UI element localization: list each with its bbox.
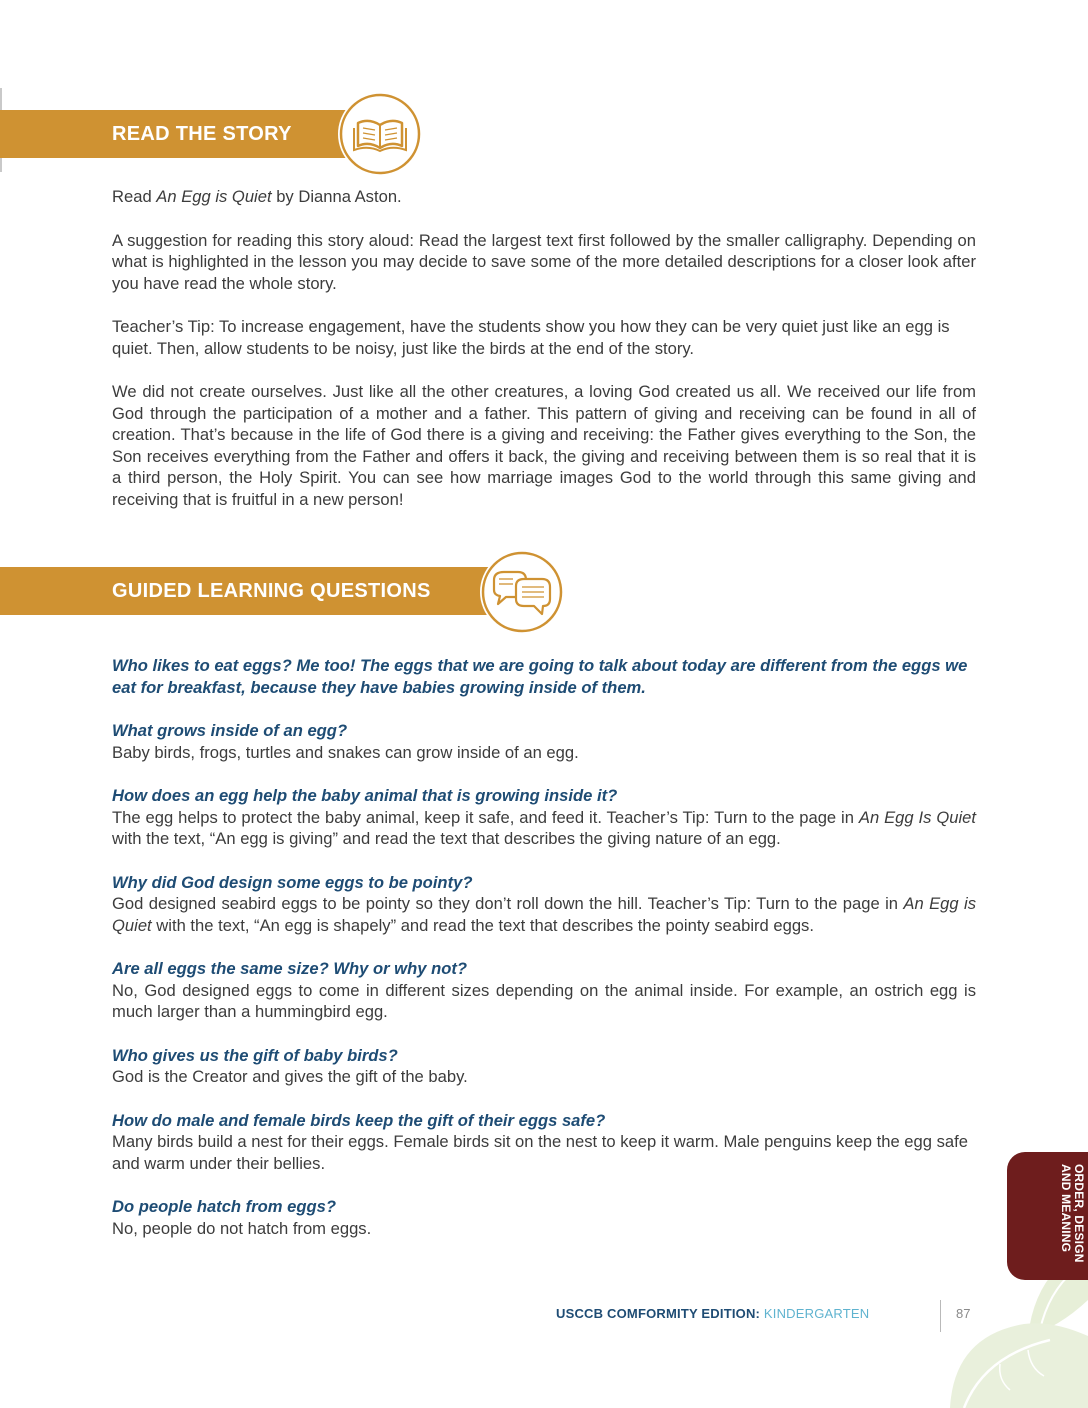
read-instruction-prefix: Read: [112, 187, 157, 206]
open-book-icon: [338, 92, 422, 176]
guided-questions-list: [112, 655, 976, 1261]
reading-suggestion: A suggestion for reading this story aloud: Read the largest text first followed by the smaller calligraphy. Depending on what is highlighted in the lesson you may decide to save some of the more detailed descriptions for a closer look after you have read the whole story.: [112, 230, 976, 293]
qa-item: [112, 1045, 976, 1088]
intro-block: [112, 655, 976, 698]
qa-item: [112, 1196, 976, 1239]
book-title: An Egg is Quiet: [156, 187, 272, 206]
question: Why did God design some eggs to be pointy?: [112, 872, 473, 892]
answer-text: with the text, “An egg is giving” and read the text that describes the giving nature of an egg.: [112, 829, 781, 848]
creation-paragraph: We did not create ourselves. Just like all the other creatures, a loving God created us all. We received our life from God through the participation of a mother and a father. This pattern of giving and receiving can be found in all of creation. That’s because in the life of God there is a giving and receiving: the Father gives everything to the Son, the Son receives everything from the Father and offers it back, the giving and receiving between them is so real that it is a third person, the Holy Spirit. You can see how marriage images God to the world through this same giving and receiving that is fruitful in a new person!: [112, 382, 976, 509]
footer-edition: [556, 1306, 869, 1321]
read-instruction-suffix: by Dianna Aston.: [271, 187, 402, 206]
answer-text: with the text, “An egg is shapely” and read the text that describes the pointy seabird eggs.: [151, 915, 814, 935]
read-story-title: READ THE STORY: [112, 123, 292, 145]
grade-label: KINDERGARTEN: [760, 1306, 870, 1321]
speech-bubbles-icon: [480, 550, 564, 634]
teachers-tip: Teacher’s Tip: To increase engagement, have the students show you how they can be very quiet just like an egg is quiet. Then, allow students to be noisy, just like the birds at the end of the story.: [112, 317, 950, 358]
book-title: An Egg is Quiet: [112, 894, 977, 935]
question: Who gives us the gift of baby birds?: [112, 1045, 398, 1065]
answer-text: The egg helps to protect the baby animal, keep it safe, and feed it. Teacher’s Tip: Turn to the page in: [112, 807, 859, 827]
side-tab-label: ORDER, DESIGN AND MEANING: [1059, 1164, 1086, 1263]
question: Do people hatch from eggs?: [112, 1197, 337, 1216]
question: What grows inside of an egg?: [112, 721, 348, 740]
guided-questions-banner: [0, 567, 520, 615]
qa-item: [112, 872, 976, 937]
answer-text: God designed seabird eggs to be pointy so they don’t roll down the hill. Teacher’s Tip: Turn to the page in: [112, 894, 904, 913]
qa-item: [112, 720, 976, 763]
read-story-body: [112, 186, 976, 532]
book-title: An Egg Is Quiet: [858, 807, 976, 827]
question: How do male and female birds keep the gift of their eggs safe?: [112, 1110, 606, 1130]
question: Are all eggs the same size? Why or why not?: [112, 959, 467, 978]
footer-divider: [940, 1300, 941, 1332]
edition-label: USCCB COMFORMITY EDITION:: [556, 1306, 761, 1321]
answer: Baby birds, frogs, turtles and snakes can grow inside of an egg.: [112, 742, 579, 762]
answer: Many birds build a nest for their eggs. Female birds sit on the nest to keep it warm. Male penguins keep the egg safe and warm under their bellies.: [112, 1132, 968, 1173]
intro-question: Who likes to eat eggs? Me too! The eggs that we are going to talk about today are different from the eggs we eat for breakfast, because they have babies growing inside of them.: [112, 656, 968, 697]
guided-questions-title: GUIDED LEARNING QUESTIONS: [112, 580, 431, 602]
read-story-banner: [0, 110, 372, 158]
answer: God is the Creator and gives the gift of the baby.: [112, 1067, 468, 1086]
qa-item: [112, 1110, 976, 1175]
qa-item: [112, 958, 976, 1023]
page-number: 87: [956, 1306, 971, 1321]
qa-item: [112, 785, 976, 850]
question: How does an egg help the baby animal that is growing inside it?: [112, 786, 618, 805]
answer: No, God designed eggs to come in different sizes depending on the animal inside. For example, an ostrich egg is much larger than a hummingbird egg.: [112, 980, 976, 1021]
read-instruction: [112, 186, 976, 208]
answer: [112, 893, 976, 936]
answer: [112, 807, 976, 850]
answer: No, people do not hatch from eggs.: [112, 1218, 372, 1238]
